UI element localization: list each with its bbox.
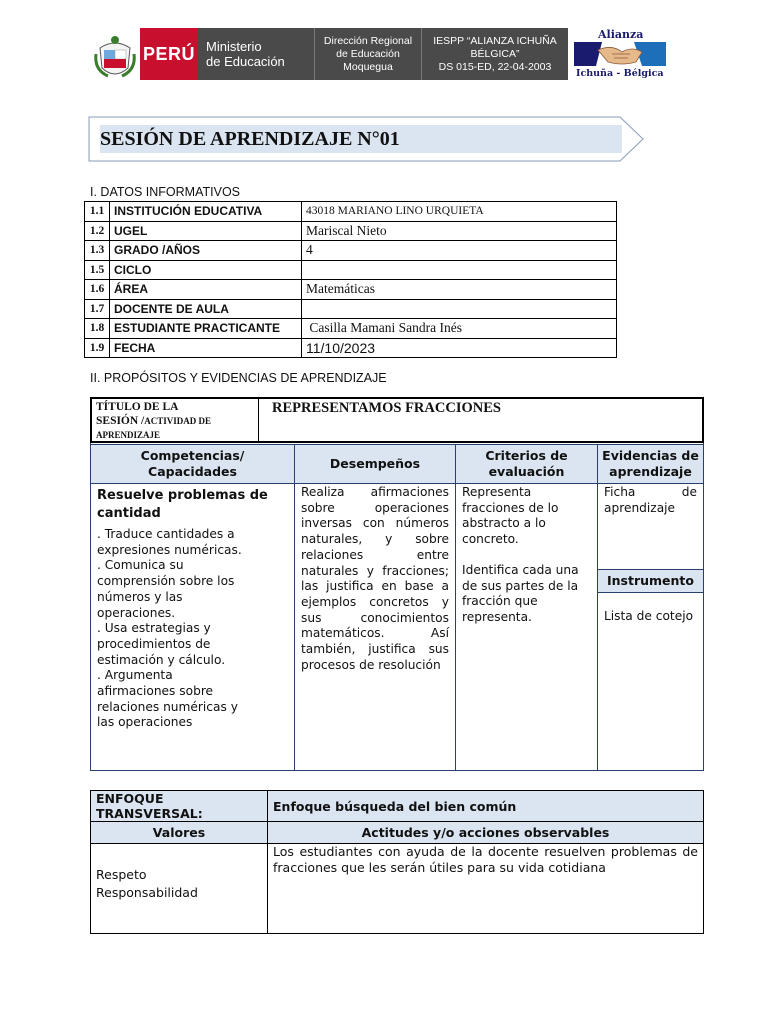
- row-label: CICLO: [110, 260, 302, 280]
- datos-heading: I. DATOS INFORMATIVOS: [90, 185, 241, 199]
- header-banner: [140, 28, 568, 80]
- criterio-item: Representa fracciones de lo abstracto a lo concreto.: [462, 485, 559, 547]
- row-number: 1.6: [85, 280, 110, 300]
- enfoque-label: ENFOQUE TRANSVERSAL:: [91, 791, 268, 822]
- capacidad-item: . Traduce cantidades a expresiones numéricas.: [97, 527, 242, 557]
- row-label: INSTITUCIÓN EDUCATIVA: [110, 202, 302, 222]
- row-value: 4: [302, 241, 617, 261]
- header-evidencias: Evidencias de aprendizaje: [597, 444, 704, 484]
- datos-table: [84, 201, 617, 358]
- row-value: Matemáticas: [302, 280, 617, 300]
- valores-header: Valores: [91, 822, 268, 844]
- row-label: FECHA: [110, 338, 302, 358]
- iespp-label: IESPP “ALIANZA ICHUÑA BÉLGICA” DS 015-ED, 22-04-2003: [433, 34, 557, 73]
- table-row: [85, 319, 617, 339]
- valores-cell: [91, 844, 268, 934]
- competencia-title: Resuelve problemas de cantidad: [97, 488, 268, 521]
- enfoque-value: Enfoque búsqueda del bien común: [268, 791, 704, 822]
- titulo-divider: [258, 399, 259, 441]
- peru-crest-icon: [94, 34, 136, 80]
- row-value: 43018 MARIANO LINO URQUIETA: [302, 202, 617, 222]
- session-title: SESIÓN DE APRENDIZAJE N°01: [100, 125, 622, 153]
- table-row: [91, 791, 704, 822]
- enfoque-table: [90, 790, 704, 934]
- criterio-item: Identifica cada una de sus partes de la fracción que representa.: [462, 562, 579, 624]
- row-label: UGEL: [110, 221, 302, 241]
- table-row: [85, 221, 617, 241]
- evidencia-cell: Ficha de aprendizaje: [597, 483, 704, 570]
- valor-item: Respeto: [96, 866, 147, 882]
- table-row: [85, 338, 617, 358]
- ministerio-label: Ministerio de Educación: [198, 28, 315, 80]
- table-row: [85, 241, 617, 261]
- header-desempenos: Desempeños: [294, 444, 456, 484]
- row-value: 11/10/2023: [302, 338, 617, 358]
- row-number: 1.7: [85, 299, 110, 319]
- titulo-value: REPRESENTAMOS FRACCIONES: [272, 400, 501, 416]
- capacidad-item: . Comunica su comprensión sobre los números y las operaciones.: [97, 558, 235, 620]
- row-number: 1.1: [85, 202, 110, 222]
- row-value: Mariscal Nieto: [302, 221, 617, 241]
- instrumento-header: Instrumento: [597, 569, 704, 593]
- table-row: [85, 299, 617, 319]
- row-label: GRADO /AÑOS: [110, 241, 302, 261]
- row-number: 1.3: [85, 241, 110, 261]
- table-row: [91, 844, 704, 934]
- criterios-cell: [455, 483, 598, 771]
- row-number: 1.5: [85, 260, 110, 280]
- actitudes-header: Actitudes y/o acciones observables: [268, 822, 704, 844]
- competencias-cell: [90, 483, 295, 771]
- titulo-label: TÍTULO DE LA SESIÓN /ACTIVIDAD DE APRENDIZAJE: [96, 401, 212, 440]
- table-row: [85, 260, 617, 280]
- table-row: [85, 280, 617, 300]
- handshake-icon: [572, 40, 668, 68]
- valor-item: Responsabilidad: [96, 884, 198, 900]
- row-number: 1.8: [85, 319, 110, 339]
- dre-label: Dirección Regional de Educación Moquegua: [315, 28, 422, 80]
- row-label: ESTUDIANTE PRACTICANTE: [110, 319, 302, 339]
- header-criterios: Criterios de evaluación: [455, 444, 598, 484]
- actitud-cell: Los estudiantes con ayuda de la docente resuelven problemas de fracciones que les serán útiles para su vida cotidiana: [268, 844, 704, 934]
- row-label: DOCENTE DE AULA: [110, 299, 302, 319]
- row-number: 1.2: [85, 221, 110, 241]
- row-label: ÁREA: [110, 280, 302, 300]
- row-value: [302, 260, 617, 280]
- row-value: [302, 299, 617, 319]
- desempeno-cell: Realiza afirmaciones sobre operaciones inversas con números naturales, y sobre relaciones entre naturales y fracciones; las justifica en base a ejemplos concretos y sus conocimientos matemáticos. Así también, justifica sus procesos de resolución: [294, 483, 456, 771]
- logo-top-text: Alianza: [598, 28, 644, 41]
- row-value: Casilla Mamani Sandra Inés: [302, 319, 617, 339]
- capacidad-item: . Usa estrategias y procedimientos de estimación y cálculo.: [97, 621, 226, 667]
- capacidad-item: . Argumenta afirmaciones sobre relaciones numéricas y las operaciones: [97, 668, 238, 730]
- logo-bottom-text: Ichuña - Bélgica: [576, 68, 664, 79]
- table-row: [91, 822, 704, 844]
- header-competencias: Competencias/ Capacidades: [90, 444, 295, 484]
- row-number: 1.9: [85, 338, 110, 358]
- table-row: [85, 202, 617, 222]
- peru-label: PERÚ: [140, 28, 198, 80]
- propositos-heading: II. PROPÓSITOS Y EVIDENCIAS DE APRENDIZAJE: [90, 371, 387, 385]
- instrumento-cell: Lista de cotejo: [597, 592, 704, 771]
- alianza-logo: [572, 28, 668, 82]
